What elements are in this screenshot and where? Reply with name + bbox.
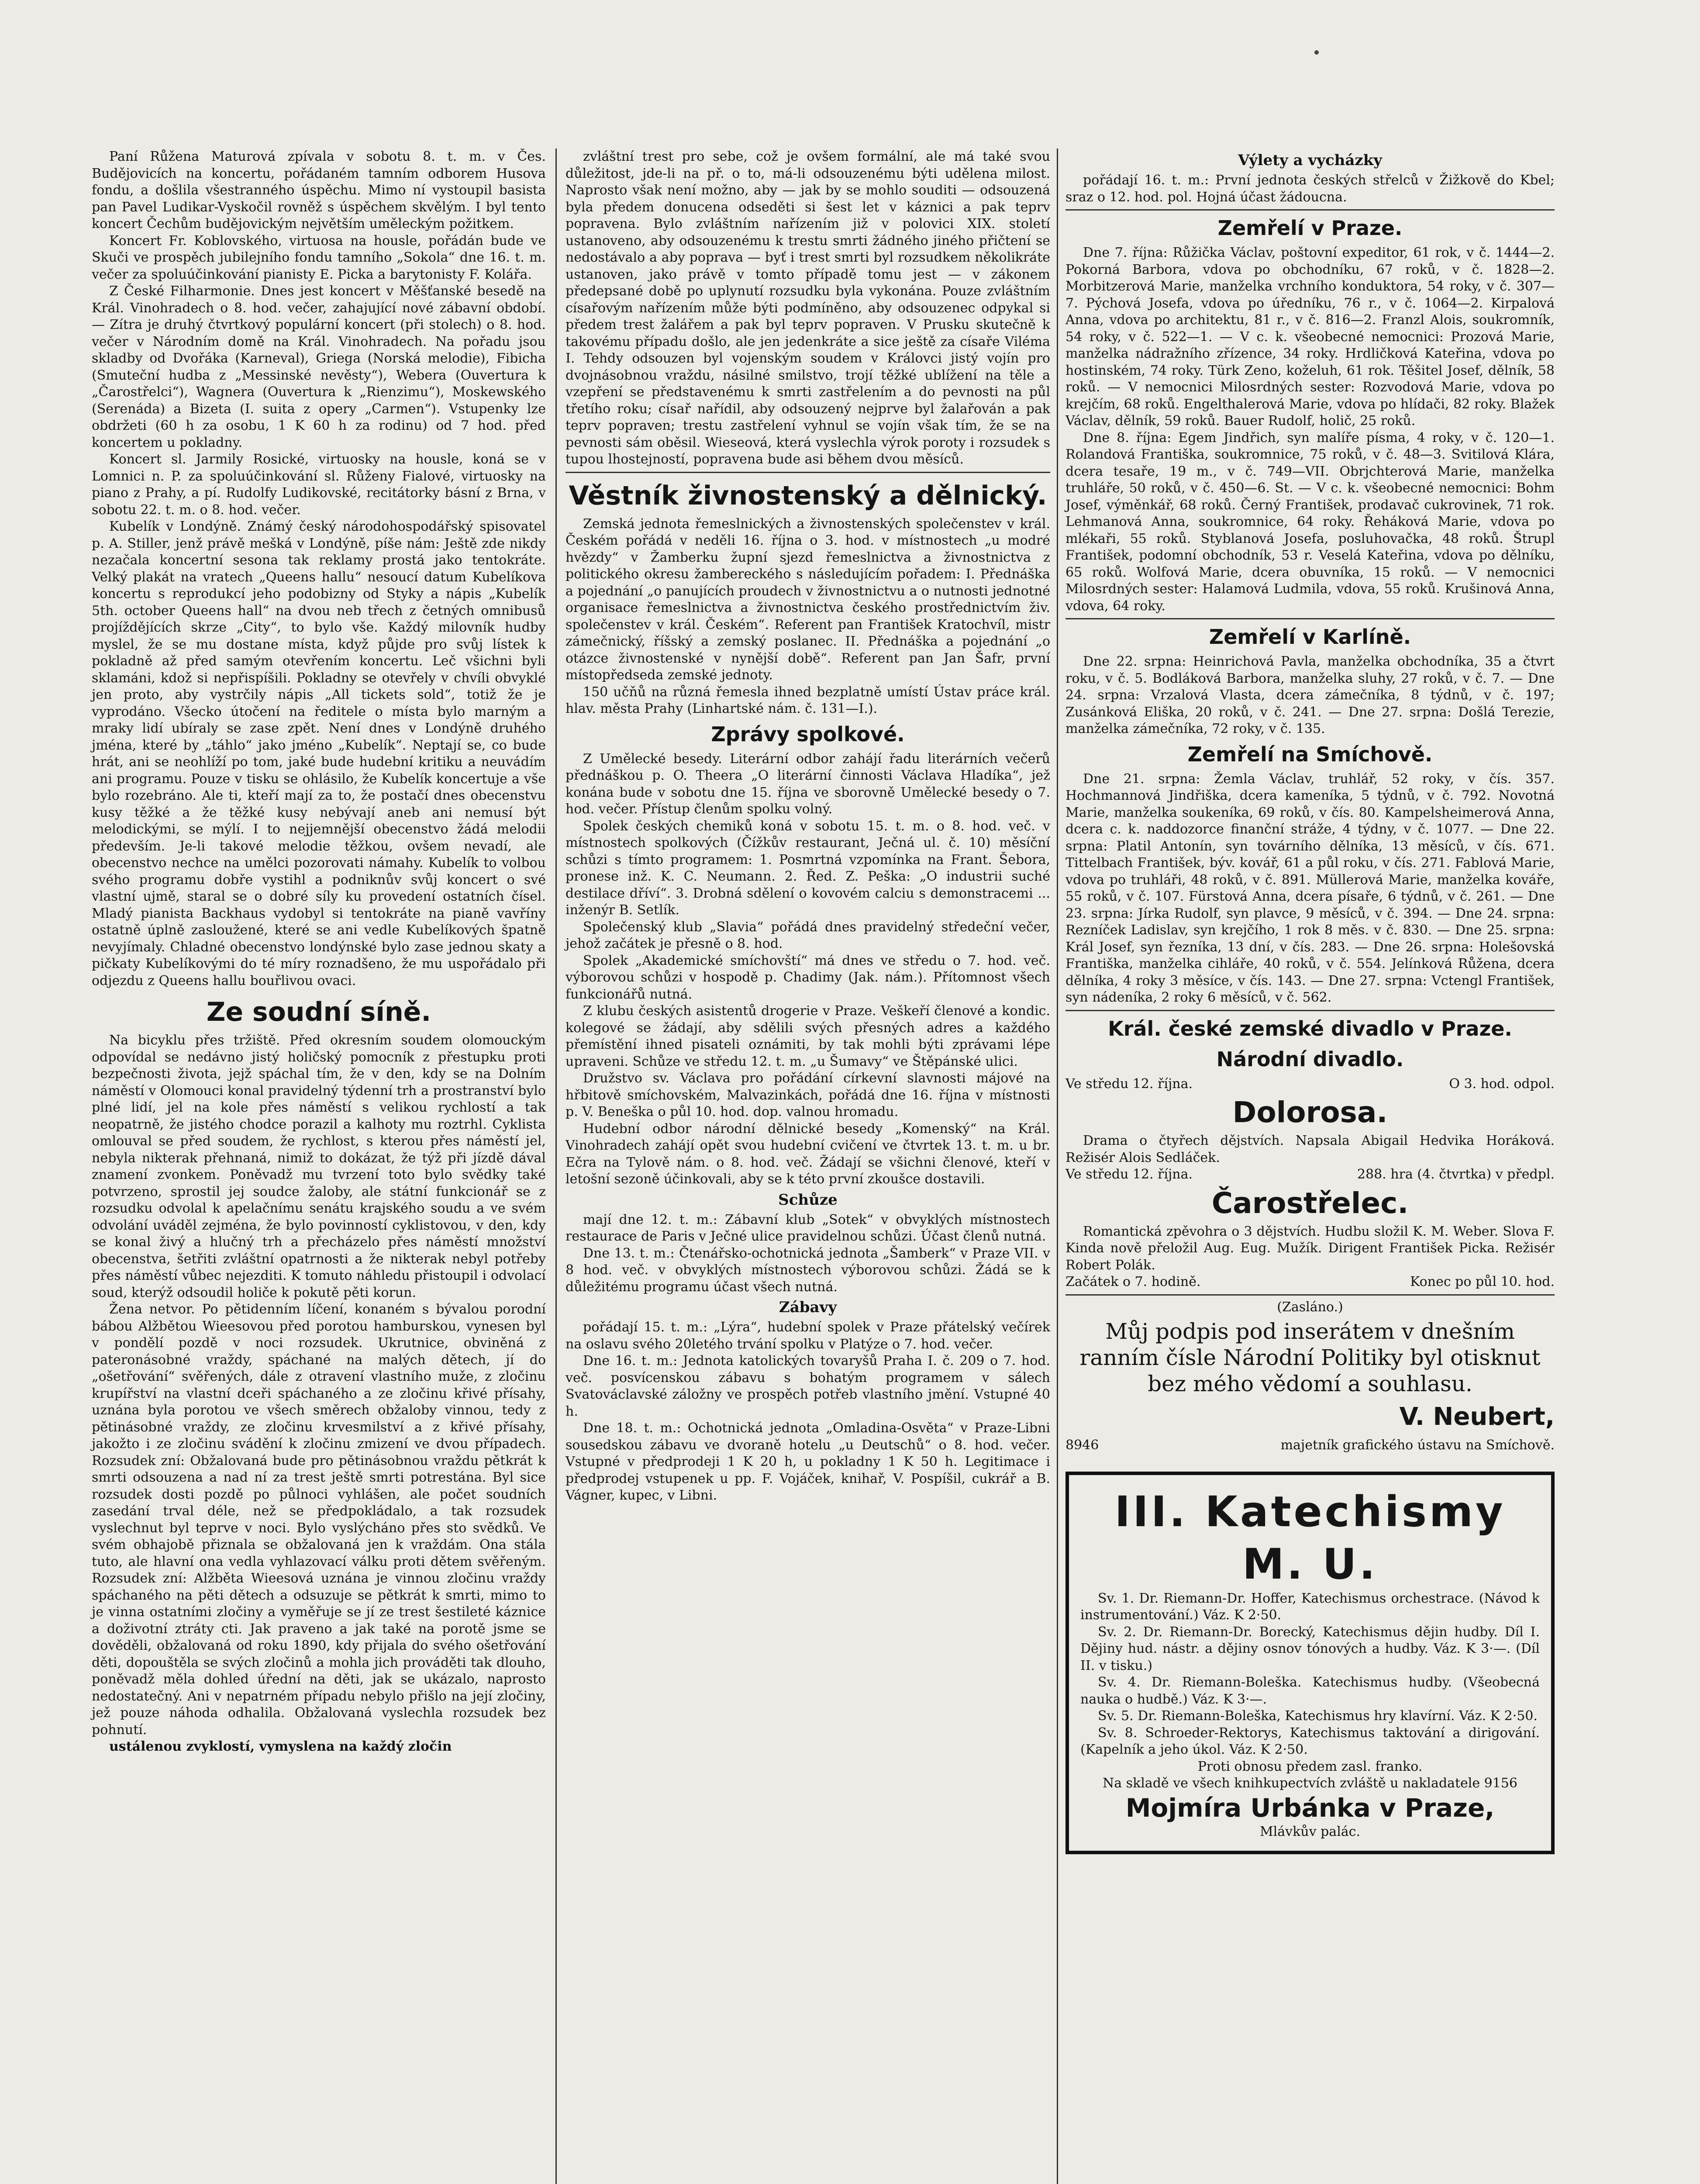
article-slavia: Společenský klub „Slavia“ pořádá dnes pravidelný středeční večer, jehož začátek je přesně o 8. hod.	[566, 919, 1050, 951]
performance-1-title: Dolorosa.	[1232, 1095, 1388, 1129]
article-rosicka: Koncert sl. Jarmily Rosické, virtuosky na housle, koná se v Lomnici n. P. za spoluúčinkování sl. Růženy Fialové, virtuosky na piano z Prahy, a pí. Rudolfy Ludikovské, recitátorky básní z Brna, v sobotu 22. t. m. o 8. hod. večer.	[92, 452, 546, 518]
ad-item: Sv. 4. Dr. Riemann-Boleška. Katechismus hudby. (Všeobecná nauka o hudbě.) Váz. K 3·—.	[1080, 1675, 1540, 1707]
performance-2-end: Konec po půl 10. hod.	[1410, 1274, 1555, 1289]
heading-narodni-divadlo: Národní divadlo.	[1216, 1047, 1404, 1071]
divider	[1066, 618, 1555, 619]
performance-2-day: Ve středu 12. října.	[1066, 1167, 1193, 1182]
heading-zemreli-karlin: Zemřelí v Karlíně.	[1209, 625, 1411, 649]
divider	[1066, 209, 1555, 211]
performance-1-day: Ve středu 12. října.	[1066, 1076, 1193, 1092]
article-katolicke-tovaryse: Dne 16. t. m.: Jednota katolických tovaryšů Praha I. č. 209 o 7. hod. več. posvícenskou zábavu s bohatým programem v sálech Svatováclavské záložny ve prospěch potřeb vlastního jmění. Vstupné 40 h.	[566, 1353, 1050, 1419]
article-ucni: 150 učňů na různá řemesla ihned bezplatně umístí Ústav práce král. hlav. města Prahy (Linhartské nám. č. 131—I.).	[566, 684, 1050, 716]
divider	[1066, 1010, 1555, 1011]
article-drogerie: Z klubu českých asistentů drogerie v Praze. Veškeří členové a kondic. kolegové se žádají, aby sdělili svých přesných adres a každého přemístění ihned pisateli oznámiti, by tak mohli býti zprávami lépe upraveni. Schůze ve středu 12. t. m. „u Šumavy“ ve Štěpánské ulici.	[566, 1003, 1050, 1069]
performance-2-row	[1066, 1166, 1555, 1183]
page-dot	[1314, 50, 1319, 55]
subheading-zabavy: Zábavy	[779, 1299, 837, 1316]
article-koblovsky: Koncert Fr. Koblovského, virtuosa na housle, pořádán bude ve Skuči ve prospěch jubilejního fondu tamního „Sokola“ dne 16. t. m. večer za spoluúčinkování pianisty E. Picka a barytonisty F. Kolářa.	[92, 233, 546, 282]
divider	[1066, 1294, 1555, 1296]
article-filharmonie: Z České Filharmonie. Dnes jest koncert v Měšťanské besedě na Král. Vinohradech o 8. hod. večer, zahajující nové zábavní období. — Zítra je druhý čtvrtkový populární koncert (při stolech) o 8. hod. večer v Národním domě na Král. Vinohradech. Na pořadu jsou skladby od Dvořáka (Karneval), Griega (Norská melodie), Fibicha (Smuteční hudba z „Messinské nevěsty“), Webera (Ouvertura k „Čarostřelci“), Wagnera (Ouvertura k „Rienzimu“), Moskewského (Serenáda) a Bizeta (I. suita z opery „Carmen“). Vstupenky lze obdržeti (60 h za osobu, 1 K 60 h za rodinu) od 7 hod. před koncertem u pokladny.	[92, 283, 546, 450]
ad-item: Sv. 2. Dr. Riemann-Dr. Borecký, Katechismus dějin hudby. Díl I. Dějiny hud. nástr. a dějiny osnov tónových a hudby. Váz. K 3·—. (Díl II. v tisku.)	[1080, 1624, 1540, 1673]
deaths-smichov: Dne 21. srpna: Žemla Václav, truhlář, 52 roky, v čís. 357. Hochmannová Jindřiška, dcera kameníka, 5 týdnů, v č. 792. Novotná Marie, manželka soukeníka, 69 roků, v čís. 80. Kampelsheimerová Anna, dcera c. k. naddozorce finanční stráže, 4 týdny, v č. 1077. — Dne 22. srpna: Platil Antonín, syn továrního dělníka, 13 měsíců, v čís. 671. Tittelbach František, býv. kovář, 61 a půl roku, v čís. 271. Fablová Marie, vdova po truhláři, 48 roků, v č. 891. Müllerová Marie, manželka kováře, 55 roků, v č. 107. Fürstová Anna, dcera písaře, 6 týdnů, v č. 261. — Dne 23. srpna: Jírka Rudolf, syn plavce, 9 měsíců, v č. 394. — Dne 24. srpna: Rezníček Ladislav, syn krejčího, 1 rok 8 měs. v č. 830. — Dne 25. srpna: Král Josef, syn řezníka, 13 dní, v čís. 283. — Dne 26. srpna: Holešovská Františka, manželka cihláře, 40 roků, v č. 554. Jelínková Růžena, dcera dělníka, 4 roky 3 měsíce, v čís. 143. — Dne 27. srpna: Vctengl František, syn nádeníka, 2 roky 6 měsíců, v č. 562.	[1066, 771, 1555, 1005]
neubert-sig-title: majetník grafického ústavu na Smíchově.	[1280, 1438, 1555, 1453]
advertisement-katechismy	[1066, 1472, 1555, 1855]
article-chemici: Spolek českých chemiků koná v sobotu 15. t. m. o 8. hod. več. v místnostech spolkových (Čížkův restaurant, Ječná ul. č. 10) měsíční schůzi s tímto programem: 1. Posmrtná vzpomínka na Frant. Šebora, pronese inž. K. C. Neumann. 2. Řed. Z. Peška: „O industrii suché destilace dříví“. 3. Drobná sdělení o kovovém calciu s demonstracemi ... inženýr B. Setlík.	[566, 818, 1050, 918]
performance-1-desc: Drama o čtyřech dějstvích. Napsala Abigail Hedvika Horáková. Režisér Alois Sedláček.	[1066, 1133, 1555, 1165]
section-heading-vestnik: Věstník živnostenský a dělnický.	[569, 480, 1047, 511]
ad-item: Sv. 5. Dr. Riemann-Boleška, Katechismus hry klavírní. Váz. K 2·50.	[1098, 1708, 1538, 1724]
ad-line-franko: Proti obnosu předem zasl. franko.	[1197, 1759, 1423, 1774]
performance-1-row	[1066, 1076, 1555, 1093]
article-zemska-jednota: Zemská jednota řemeslnických a živnostenských společenstev v král. Českém pořádá v neděli 16. října o 3. hod. v místnostech „u modré hvězdy“ v Žamberku župní sjezd řemeslnictva a živnostnictva z politického okresu žambereckého s následujícím pořadem: I. Přednáška a pojednání „o panujících proudech v živnostnictvu a o nutnosti jednotné organisace řemeslnictva a živnostnictva českého prostřednictvím živ. společenstev v král. Českém“. Referent pan František Kratochvíl, mistr zámečnický, říšský a zemský poslanec. II. Přednáška a pojednání „o otázce živnostenské v nynější době“. Referent pan Jan Šafr, první místopředseda zemské jednoty.	[566, 516, 1050, 683]
ad-publisher: Mojmíra Urbánka v Praze,	[1125, 1793, 1495, 1823]
article-lyra: pořádají 15. t. m.: „Lýra“, hudební spolek v Praze přátelský večírek na oslavu svého 20letého trvání spolku v Platýze o 7. hod. večer.	[566, 1320, 1050, 1352]
section-heading-zpravy-spolkove: Zprávy spolkové.	[711, 722, 905, 746]
deaths-prague-7: Dne 7. října: Růžička Václav, poštovní expeditor, 61 rok, v č. 1444—2. Pokorná Barbora, vdova po obchodníku, 67 roků, v č. 1828—2. Morbitzerová Marie, manželka vrchního konduktora, 54 roky, v č. 307—7. Pýchová Josefa, vdova po úředníku, 76 r., v č. 1064—2. Kirpalová Anna, vdova po architektu, 81 r., v č. 816—2. Franzl Alois, soukromník, 54 roky, v č. 522—1. — V c. k. všeobecné nemocnici: Prozová Marie, manželka nádražního zřízence, 34 roky. Hrdličková Kateřina, vdova po hostinském, 74 roky. Türk Zeno, koželuh, 61 rok. Těšitel Josef, dělník, 58 roků. — V nemocnici Milosrdných sester: Rozvodová Marie, vdova po krejčím, 68 roků. Engelthalerová Marie, vdova po hlídači, 82 roky. Blažek Václav, dělník, 59 roků. Bauer Rudolf, holič, 25 roků.	[1066, 245, 1555, 429]
ad-address: Mlávkův palác.	[1259, 1824, 1361, 1839]
column-divider-1	[555, 149, 557, 2184]
article-continuation: zvláštní trest pro sebe, což je ovšem formální, ale má také svou důležitost, jde-li na př. o to, má-li odsouzenému býti udělena milost. Naprosto však není možno, aby — jak by se mohlo souditi — odsouzená byla předem donucena odseděti si šest let v káznici a pak teprv popravena. Bylo zvláštním nařízením již v polovici XIX. století ustanoveno, aby odsouzenému k trestu smrti žádného jiného přičtení se nedostávalo a aby poprava — byť i trest smrti byl rozsudkem několikráte ustanoven, jako právě v tomto případě tomu jest — v zákonem předepsané době po uplynutí rozsudku byla vykonána. Pouze zvláštním císařovým nařízením může býti podmíněno, aby odsouzenec odpykal si předem trest žalářem a pak byl teprv popraven. V Prusku skutečně k takovému případu došlo, ale jen jedenkráte a sice ještě za císaře Viléma I. Tehdy odsouzen byl vojenským soudem v Královci jistý vojín pro dvojnásobnou vraždu, násilné smilstvo, trojí těžké ublížení na těle a vzepření se představenému k smrti zastřelením a do pevnosti na půl třetího roku; císař nařídil, aby odsouzený nejprve byl žalařován a pak teprv popraven; trestu zastřelení vyhnul se vojín však tím, že se na pevnosti sám oběsil. Wieseová, která vyslechla výrok poroty i rozsudek s tupou lhostejností, popravena bude asi během dvou měsíců.	[566, 149, 1050, 467]
article-tail: ustálenou zvyklostí, vymyslena na každý zločin	[109, 1739, 452, 1754]
article-akademicke: Spolek „Akademické smíchovští“ má dnes ve středu o 7. hod. več. výborovou schůzi v hospodě p. Chadimy (Jak. nám.). Přítomnost všech funkcionářů nutná.	[566, 953, 1050, 1002]
performance-2-note: 288. hra (4. čtvrtka) v předpl.	[1357, 1167, 1555, 1182]
article-bicykl: Na bicyklu přes tržiště. Před okresním soudem olomouckým odpovídal se nedávno jistý holičský pomocník z přestupku proti bezpečnosti života, jejž spáchal tím, že v den, kdy se na Dolním náměstí v Olomouci konal pravidelný týdenní trh a prostranství bylo plné lidí, jel na kole přes náměstí s velikou rychlostí a tak neopatrně, že jistého chodce porazil a kalhoty mu roztrhl. Cyklista omlouval se před soudem, že rychlost, s kterou přes náměstí jel, nebyla nikterak přehnaná, nimiž to dokázat, že týž při jízdě dával znamení zvonkem. Poněvadž mu tvrzení toto bylo svědky také potvrzeno, sprostil jej soudce žaloby, ale státní funkcionář se z rozsudku odvolal k apelačnímu senátu krajského soudu a ve svém odvolání uváděl zejména, že bylo povinností cyklistovou, v den, kdy se konal živý a hlučný trh a přecházelo přes náměstí množství obecenstva, šetřiti zvláštní opatrnosti a že nikterak nebyl potřeby přes náměstí vůbec nejezditi. K tomuto náhledu přistoupil i odvolací soud, kterýž odsoudil holiče k pokutě pěti korun.	[92, 1033, 546, 1300]
performance-2-start: Začátek o 7. hodině.	[1066, 1274, 1201, 1289]
ad-line-sklad: Na skladě ve všech knihkupectvích zvláště u nakladatele 9156	[1103, 1776, 1517, 1791]
neubert-sig-number: 8946	[1066, 1438, 1099, 1453]
heading-divadlo: Král. české zemské divadlo v Praze.	[1108, 1016, 1512, 1040]
deaths-prague-8: Dne 8. října: Egem Jindřich, syn malíře písma, 4 roky, v č. 120—1. Rolandová Františka, soukromnice, 75 roků, v č. 48—3. Svitilová Klára, dcera tesaře, 19 m., v č. 749—VII. Obrjchterová Marie, manželka truhláře, 50 roků, v č. 450—6. St. — V c. k. všeobecné nemocnici: Bohm Josef, výměnkář, 68 roků. Černý František, prodavač cukrovinek, 71 rok. Lehmanová Anna, soukromnice, 64 roky. Řeháková Marie, vdova po mlékaři, 55 roků. Styblanová Josefa, posluhovačka, 48 roků. Štrupl František, podomní obchodník, 53 r. Veselá Kateřina, vdova po dělníku, 65 roků. Wolfová Marie, dcera obuvníka, 15 roků. — V nemocnici Milosrdných sester: Halamová Ludmila, vdova, 55 roků. Krušinová Anna, vdova, 64 roky.	[1066, 430, 1555, 614]
zaslano-label: (Zasláno.)	[1277, 1299, 1343, 1315]
column-divider-2	[1057, 149, 1058, 2184]
performance-1-time: O 3. hod. odpol.	[1449, 1076, 1555, 1092]
ad-item: Sv. 8. Schroeder-Rektorys, Katechismus taktování a dirigování. (Kapelník a jeho úkol. Váz. K 2·50.	[1080, 1725, 1540, 1757]
column-1	[92, 149, 546, 1755]
article-umelecka-beseda: Z Umělecké besedy. Literární odbor zahájí řadu literárních večerů přednáškou p. O. Theera „O literární činnosti Václava Hladíka“, jež konána bude v sobotu dne 15. října ve sborovně Umělecké besedy o 7. hod. večer. Přístup členům spolku volný.	[566, 751, 1050, 817]
article-maturova: Paní Růžena Maturová zpívala v sobotu 8. t. m. v Čes. Budějovicích na koncertu, pořádaném tamním odborem Husova fondu, a došlila všestranného úspěchu. Mimo ní vystoupil basista pan Pavel Ludikar-Vyskočil rovněž s úspěchem skvělým. I byl tento koncert Čechům budějovickým největším uměleckým požitkem.	[92, 149, 546, 232]
divider	[566, 472, 1050, 473]
article-sotek: mají dne 12. t. m.: Zábavní klub „Sotek“ v obvyklých místnostech restaurace de Paris v Ječné ulice pravidelnou schůzi. Účast členů nutná.	[566, 1212, 1050, 1244]
section-heading-soudni-sin: Ze soudní síně.	[206, 997, 431, 1027]
article-druzstvo: Družstvo sv. Václava pro pořádání církevní slavnosti májové na hřbitově smíchovském, Malvazinkách, pořádá dne 16. října v místnosti p. V. Beneška o půl 10. hod. dop. valnou hromadu.	[566, 1071, 1050, 1120]
subheading-schuze: Schůze	[778, 1191, 838, 1209]
neubert-sig-row	[1066, 1437, 1555, 1454]
neubert-notice: Můj podpis pod inserátem v dnešním ranním čísle Národní Politiky byl otisknut bez mého vědomí a souhlasu.	[1079, 1319, 1541, 1396]
deaths-karlin: Dne 22. srpna: Heinrichová Pavla, manželka obchodníka, 35 a čtvrt roku, v č. 5. Bodláková Barbora, manželka sluhy, 27 roků, v č. 7. — Dne 24. srpna: Vrzalová Vlasta, dcera zámečníka, 8 týdnů, v č. 197; Zusánková Eliška, 20 roků, v č. 241. — Dne 27. srpna: Došlá Terezie, manželka zámečníka, 72 roky, v č. 135.	[1066, 654, 1555, 736]
heading-zemreli-smichov: Zemřelí na Smíchově.	[1187, 742, 1433, 766]
column-2	[566, 149, 1050, 1504]
column-3	[1066, 149, 1555, 1854]
article-vylety: pořádají 16. t. m.: První jednota českých střelců v Žižkově do Kbel; sraz o 12. hod. pol. Hojná účast žádoucna.	[1066, 173, 1555, 205]
performance-2-desc: Romantická zpěvohra o 3 dějstvích. Hudbu složil K. M. Weber. Slova F. Kinda nově přeložil Aug. Eug. Mužík. Dirigent František Picka. Režisér Robert Polák.	[1066, 1223, 1555, 1273]
ad-item: Sv. 1. Dr. Riemann-Dr. Hoffer, Katechismus orchestrace. (Návod k instrumentování.) Váz. K 2·50.	[1080, 1590, 1540, 1623]
heading-vylety: Výlety a vycházky	[1238, 152, 1383, 169]
performance-2-title: Čarostřelec.	[1211, 1186, 1409, 1220]
heading-zemreli-praha: Zemřelí v Praze.	[1217, 216, 1403, 240]
article-samberk: Dne 13. t. m.: Čtenářsko-ochotnická jednota „Šamberk“ v Praze VII. v 8 hod. več. v obvyklých místnostech výborovou schůzi. Žádá se k důležitému programu účast všech nutná.	[566, 1245, 1050, 1295]
article-kubelik: Kubelík v Londýně. Známý český národohospodářský spisovatel p. A. Stiller, jenž právě mešká v Londýně, píše nám: Ještě zde nikdy nezačala koncertní sesona tak reklamy prostá jako tentokráte. Velký plakát na vratech „Queens hallu“ nesoucí datum Kubelíkova koncertu s reprodukcí jeho podobizny od Styky a nápis „Kubelík 5th. october Queens hall“ na dvou neb třech z četných omnibusů projíždějících skrze „City“, to bylo vše. Každý milovník hudby myslel, že se mu dostane místa, když půjde pro svůj lístek k pokladně až před samým otevřením koncertu. Leč všichni byli sklamáni, kdož si nepřispíšili. Pokladny se otevřely v chvíli obvyklé jen proto, aby vystrčily nápis „All tickets sold“, totiž že je vyprodáno. Všecko útočení na ředitele o místa bylo marným a mraky lidí ubíraly se zase zpět. Není dnes v Londýně druhého jména, které by „táhlo“ jako jméno „Kubelík“. Neptají se, co bude hrát, ani se neohlíží po tom, jaké bude hudební kritiku a neuvádím ani programu. Pouze v tisku se ohlásilo, že Kubelík koncertuje a vše bylo rozebráno. Ale ti, kteří mají za to, že postačí dnes obecenstvu kusy těžké a že těžké kusy nebývají aneb ani nemusí být melodickými, se mýlí. I to nejjemnější obecenstvo žádá melodii především. Je-li takové melodie těžkou, ovšem nevadí, ale obecenstvo nechce na umělci pozorovati námahy. Kubelík to volbou svého programu dobře vystihl a podniknův svůj koncert o své vlastní ujmě, staral se o dobré síly ku provedení ostatních čísel. Mladý pianista Backhaus vydobyl si tentokráte na pianě vavříny ostatně úplně zasloužené, které se ani vedle Kubelíkových špatně nevyjímaly. Chladné obecenstvo londýnské bylo zase jednou skaty a pičkaty Kubelíkovými do té míry roznadšeno, že mu uspořádalo při odjezdu z Queens hallu bouřlivou ovaci.	[92, 519, 546, 988]
article-komensky: Hudební odbor národní dělnické besedy „Komenský“ na Král. Vinohradech zahájí opět svou hudební cvičení ve čtvrtek 13. t. m. u br. Ečra na Tylově nám. o 8. hod. več. Žádají se všichni členové, kteří v letošní sezoně účinkovali, aby se k této první zkoušce dostavili.	[566, 1121, 1050, 1187]
neubert-signature: V. Neubert,	[1399, 1403, 1555, 1431]
ad-title: III. Katechismy M. U.	[1114, 1487, 1506, 1589]
article-omladina: Dne 18. t. m.: Ochotnická jednota „Omladina-Osvěta“ v Praze-Libni sousedskou zábavu ve dvoraně hotelu „u Deutschů“ o 8. hod. večer. Vstupné v předprodeji 1 K 20 h, u pokladny 1 K 50 h. Legitimace i předprodej vstupenek u pp. F. Vojáček, knihař, V. Pospíšil, cukrář a B. Vágner, kupec, v Libni.	[566, 1420, 1050, 1503]
article-zena-netvor: Žena netvor. Po pětidenním líčení, konaném s bývalou porodní bábou Alžbětou Wieesovou před porotou hamburskou, vynesen byl v pondělí pozdě v noci rozsudek. Ukrutnice, obviněná z pateronásobné vraždy, spáchané na malých dětech, jí do „ošetřování“ svěřených, dále z otravení vlastního muže, z zločinu krupířství na vlastní dceři spáchaného a ze zločinu křivé přísahy, uznána byla porotou ve všech směrech obžaloby vinnou, tedy z pětinásobné vraždy, ze zločinu krvesmilství a z křivé přísahy, jakožto i ze zločinu svádění k zločinu zmizení ve dvou případech. Rozsudek zní: Obžalovaná bude pro pětinásobnou vraždu pětkrát k smrti odsouzena a nad ní za trest ještě smrti potrestána. Byl sice rozsudek dosti pozdě po půlnoci vyhlášen, ale počet soudních zasedání trval déle, než se předpokládalo, a tak rozsudek vyslechnut byl teprve v noci. Bylo vyslýcháno přes sto svědků. Ve svém obhajobě přiznala se obžalovaná jen k vraždám. Ona stála tuto, ale hlavní ona vedla vyhlazovací válku proti dětem svěřeným. Rozsudek zní: Alžběta Wieesová uznána je vinnou zločinu vraždy spáchaného na pěti dětech a odsuzuje se pětkrát k smrti, mimo to je vinna ostatními zločiny a vyměřuje se jí ze trest šestileté káznice a doživotní ztráty cti. Jak praveno a jak také na porotě jsme se dověděli, obžalovaná od roku 1890, kdy přijala do svého ošetřování děti, dopouštěla se svých zločinů a mohla jich prováděti tak dlouho, poněvadž měla dohled úřední na děti, jak se ukázalo, naprosto nedostatečný. Ani v nepatrném případu nebylo přišlo na její zločiny, jež pouze náhoda odhalila. Obžalovaná vyslechla rozsudek bez pohnutí.	[92, 1302, 546, 1738]
performance-2-times	[1066, 1274, 1555, 1291]
